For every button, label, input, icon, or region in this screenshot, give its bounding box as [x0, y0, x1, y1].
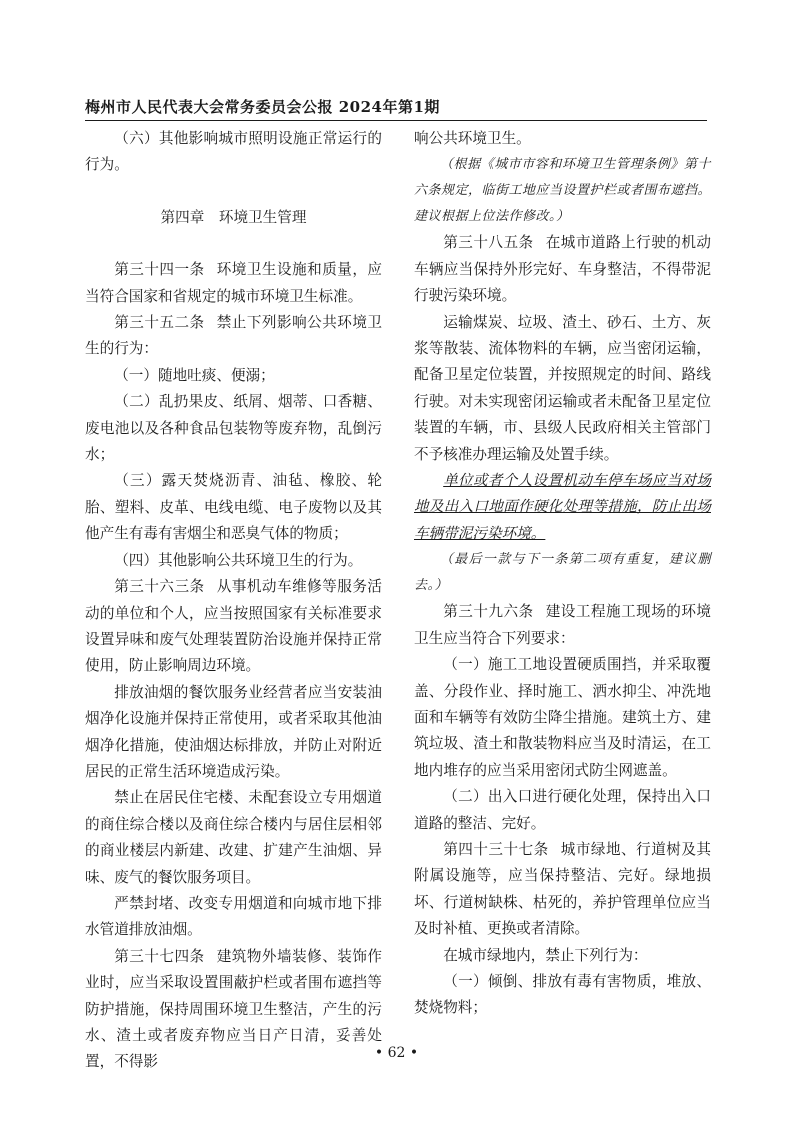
header-divider	[85, 120, 707, 121]
article-text: 建设工程施工现场的环境卫生应当符合下列要求：	[414, 603, 711, 647]
article-number: 第三十六三条	[114, 578, 205, 596]
article-number: 第三十四一条	[114, 261, 205, 279]
paragraph: 在城市绿地内，禁止下列行为：	[443, 946, 648, 964]
review-comment: （最后一款与下一条第二项有重复，建议删去。）	[414, 552, 711, 594]
review-comment: （根据《城市市容和环境卫生管理条例》第十六条规定，临街工地应当设置护栏或者围布遮挡。建议根据上位法作修改。）	[414, 157, 712, 225]
article-text: 在城市道路上行驶的机动车辆应当保持外形完好、车身整洁，不得带泥行驶污染环境。	[414, 234, 711, 305]
paragraph: （二）出入口进行硬化处理，保持出入口道路的整洁、完好。	[414, 788, 711, 832]
right-column	[414, 126, 711, 1022]
article-number: 第三十七四条	[114, 947, 205, 965]
deleted-paragraph: 单位或者个人设置机动车停车场应当对场地及出入口地面作硬化处理等措施，防止出场车辆带泥污染环境。	[414, 472, 711, 542]
paragraph: （一）倾倒、排放有毒有害物质，堆放、焚烧物料；	[414, 972, 711, 1017]
article-paragraph	[85, 257, 382, 310]
bulletin-header: 梅州市人民代表大会常务委员会公报 2024年第1期	[85, 98, 440, 116]
article-number: 第三十八五条	[443, 234, 534, 252]
left-column	[85, 126, 382, 1076]
article-number: 第四十三十七条	[443, 840, 549, 858]
article-paragraph	[85, 310, 382, 363]
paragraph: （四）其他影响公共环境卫生的行为。	[114, 551, 363, 569]
article-number: 第三十五二条	[114, 314, 205, 332]
paragraph: 严禁封堵、改变专用烟道和向城市地下排水管道排放油烟。	[85, 894, 382, 939]
article-paragraph	[414, 599, 711, 652]
article-paragraph	[85, 574, 382, 680]
article-paragraph	[414, 230, 711, 309]
paragraph: 禁止在居民住宅楼、未配套设立专用烟道的商住综合楼以及商住综合楼内与居住层相邻的商业楼层内新建、改建、扩建产生油烟、异味、废气的餐饮服务项目。	[85, 789, 382, 886]
paragraph: （一）随地吐痰、便溺；	[114, 366, 275, 384]
paragraph: （二）乱扔果皮、纸屑、烟蒂、口香糖、废电池以及各种食品包装物等废弃物，乱倒污水；	[85, 393, 382, 464]
page-number: • 62 •	[374, 1045, 419, 1061]
chapter-heading: 第四章 环境卫生管理	[160, 208, 307, 226]
article-number: 第三十九六条	[443, 603, 534, 621]
paragraph: （六）其他影响城市照明设施正常运行的行为。	[85, 130, 382, 174]
paragraph: 排放油烟的餐饮服务业经营者应当安装油烟净化设施并保持正常使用，或者采取其他油烟净化措施，使油烟达标排放，并防止对附近居民的正常生活环境造成污染。	[85, 683, 382, 780]
paragraph: （三）露天焚烧沥青、油毡、橡胶、轮胎、塑料、皮革、电线电缆、电子废物以及其他产生有毒有害烟尘和恶臭气体的物质；	[85, 472, 382, 543]
article-text: 环境卫生设施和质量，应当符合国家和省规定的城市环境卫生标准。	[85, 261, 382, 305]
article-text: 禁止下列影响公共环境卫生的行为：	[85, 314, 382, 358]
paragraph-continuation: 响公共环境卫生。	[414, 130, 531, 147]
paragraph: （一）施工工地设置硬质围挡，并采取覆盖、分段作业、择时施工、洒水抑尘、冲洗地面和车辆等有效防尘降尘措施。建筑土方、建筑垃圾、渣土和散装物料应当及时清运，在工地内堆存的应当采用密闭式防尘网遮盖。	[414, 656, 711, 779]
article-text: 从事机动车维修等服务活动的单位和个人，应当按照国家有关标准要求设置异味和废气处理装置防治设施并保持正常使用，防止影响周边环境。	[85, 578, 382, 675]
article-text: 城市绿地、行道树及其附属设施等，应当保持整洁、完好。绿地损坏、行道树缺株、枯死的，养护管理单位应当及时补植、更换或者清除。	[414, 840, 711, 938]
article-text: 建筑物外墙装修、装饰作业时，应当采取设置围蔽护栏或者围布遮挡等防护措施，保持周围环境卫生整洁，产生的污水、渣土或者废弃物应当日产日清，妥善处置，不得影	[85, 947, 382, 1071]
article-paragraph	[414, 837, 711, 943]
paragraph: 运输煤炭、垃圾、渣土、砂石、土方、灰浆等散装、流体物料的车辆，应当密闭运输，配备卫星定位装置，并按照规定的时间、路线行驶。对未实现密闭运输或者未配备卫星定位装置的车辆，市、县级人民政府相关主管部门不予核准办理运输及处置手续。	[414, 313, 711, 463]
